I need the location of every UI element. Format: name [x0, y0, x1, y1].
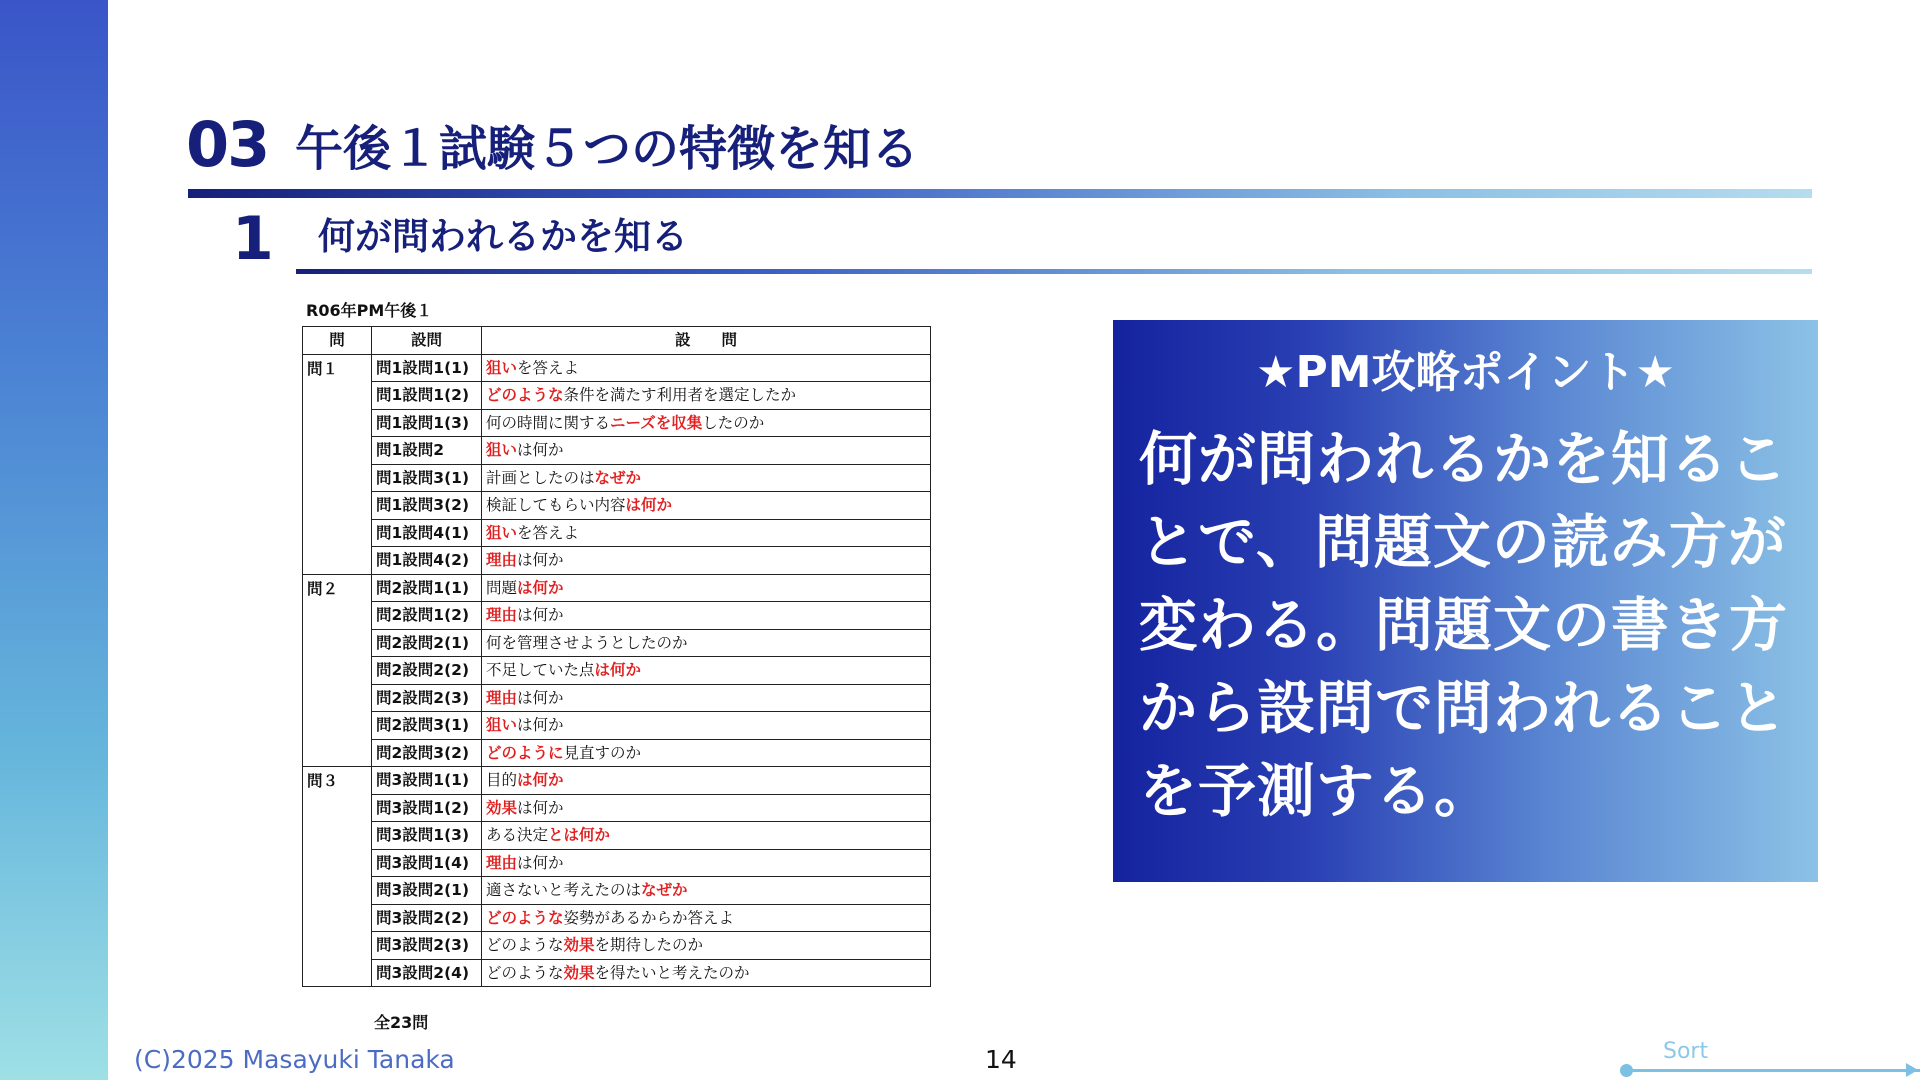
subquestion-text-cell	[482, 519, 931, 547]
section-divider	[188, 189, 1812, 198]
table-row	[303, 739, 931, 767]
subquestion-text-cell	[482, 574, 931, 602]
highlight-text: 効果	[486, 798, 518, 817]
plain-text: 何を管理させようとしたのか	[486, 633, 688, 652]
highlight-text: 理由	[486, 606, 518, 625]
header-mon: 問	[303, 327, 372, 355]
subquestion-text-cell	[482, 657, 931, 685]
subquestion-id-cell: 問1設問1(1)	[372, 354, 482, 382]
subquestion-id-cell: 問3設問1(2)	[372, 794, 482, 822]
subquestion-id-cell: 問2設問1(1)	[372, 574, 482, 602]
highlight-text: なぜか	[594, 468, 642, 487]
subquestion-text-cell	[482, 794, 931, 822]
highlight-text: どのような	[486, 908, 564, 927]
subquestion-text-cell	[482, 464, 931, 492]
panel-body	[1139, 418, 1805, 833]
subquestion-text-cell	[482, 822, 931, 850]
subquestion-text-cell	[482, 712, 931, 740]
plain-text: は何か	[517, 441, 564, 460]
question-number-cell: 問３	[303, 767, 372, 987]
subquestion-text-cell	[482, 849, 931, 877]
highlight-text: 狙い	[486, 523, 518, 542]
table-row	[303, 574, 931, 602]
plain-text: を答えよ	[517, 358, 580, 377]
subquestion-id-cell: 問2設問2(2)	[372, 657, 482, 685]
table-row	[303, 657, 931, 685]
subquestion-id-cell: 問3設問2(3)	[372, 932, 482, 960]
table-row	[303, 712, 931, 740]
panel-line: から設問で問われること	[1139, 674, 1789, 742]
subquestion-id-cell: 問1設問4(1)	[372, 519, 482, 547]
subquestion-id-cell: 問1設問3(1)	[372, 464, 482, 492]
subquestion-id-cell: 問1設問4(2)	[372, 547, 482, 575]
left-accent-bar	[0, 0, 108, 1080]
pm-point-panel	[1113, 320, 1818, 882]
table-row	[303, 354, 931, 382]
page-number: 14	[985, 1045, 1017, 1074]
highlight-text: どのように	[486, 743, 564, 762]
section-number: 03	[186, 108, 269, 181]
table-row	[303, 492, 931, 520]
table-row	[303, 794, 931, 822]
header-setsumon: 設 問	[482, 327, 931, 355]
subquestion-id-cell: 問3設問1(1)	[372, 767, 482, 795]
highlight-text: 狙い	[486, 358, 518, 377]
subquestion-text-cell	[482, 959, 931, 987]
plain-text: したのか	[702, 413, 765, 432]
subquestion-id-cell: 問3設問2(1)	[372, 877, 482, 905]
plain-text: ある決定	[486, 826, 549, 845]
table-caption: R06年PM午後１	[306, 301, 433, 320]
total-count: 全23問	[374, 1013, 429, 1032]
table-header-row	[303, 327, 931, 355]
question-number-cell: 問２	[303, 574, 372, 767]
subquestion-id-cell: 問3設問1(3)	[372, 822, 482, 850]
subquestion-text-cell	[482, 547, 931, 575]
table-row	[303, 877, 931, 905]
highlight-text: どのような	[486, 386, 564, 405]
subquestion-id-cell: 問2設問2(3)	[372, 684, 482, 712]
subquestion-text-cell	[482, 437, 931, 465]
highlight-text: 狙い	[486, 716, 518, 735]
plain-text: どのような	[486, 963, 564, 982]
highlight-text: ニーズを収集	[610, 413, 703, 432]
sort-label[interactable]: Sort	[1663, 1039, 1709, 1064]
subquestion-text-cell	[482, 739, 931, 767]
table-row	[303, 822, 931, 850]
plain-text: を答えよ	[517, 523, 580, 542]
plain-text: は何か	[517, 798, 564, 817]
header-setsumon-id: 設問	[372, 327, 482, 355]
subsection-title: 何が問われるかを知る	[318, 215, 688, 258]
plain-text: は何か	[517, 716, 564, 735]
plain-text: 条件を満たす利用者を選定したか	[563, 386, 797, 405]
panel-line: とで、問題文の読み方が	[1139, 508, 1787, 576]
sort-slider-track[interactable]	[1626, 1069, 1920, 1072]
subquestion-id-cell: 問3設問2(4)	[372, 959, 482, 987]
highlight-text: は何か	[594, 661, 642, 680]
panel-line: を予測する。	[1139, 757, 1494, 825]
highlight-text: 理由	[486, 551, 518, 570]
table-row	[303, 904, 931, 932]
plain-text: を期待したのか	[594, 936, 704, 955]
subquestion-text-cell	[482, 409, 931, 437]
subquestion-id-cell: 問2設問3(2)	[372, 739, 482, 767]
plain-text: は何か	[517, 688, 564, 707]
highlight-text: 理由	[486, 853, 518, 872]
table-row	[303, 767, 931, 795]
subquestion-text-cell	[482, 354, 931, 382]
subsection-number: 1	[232, 204, 274, 274]
highlight-text: 理由	[486, 688, 518, 707]
plain-text: どのような	[486, 936, 564, 955]
subquestion-text-cell	[482, 602, 931, 630]
subquestion-id-cell: 問1設問3(2)	[372, 492, 482, 520]
subquestion-text-cell	[482, 767, 931, 795]
table-row	[303, 849, 931, 877]
subquestion-text-cell	[482, 877, 931, 905]
table-row	[303, 629, 931, 657]
plain-text: 適さないと考えたのは	[486, 881, 642, 900]
highlight-text: なぜか	[641, 881, 688, 900]
plain-text: 問題	[486, 578, 518, 597]
table-row	[303, 959, 931, 987]
table-row	[303, 409, 931, 437]
subquestion-id-cell: 問3設問1(4)	[372, 849, 482, 877]
plain-text: 検証してもらい内容	[486, 496, 626, 515]
plain-text: 目的	[486, 771, 518, 790]
subquestion-text-cell	[482, 904, 931, 932]
subquestion-id-cell: 問2設問2(1)	[372, 629, 482, 657]
highlight-text: とは何か	[548, 826, 611, 845]
highlight-text: は何か	[517, 771, 564, 790]
subquestion-id-cell: 問1設問2	[372, 437, 482, 465]
highlight-text: は何か	[517, 578, 564, 597]
plain-text: は何か	[517, 551, 564, 570]
subquestion-text-cell	[482, 932, 931, 960]
table-row	[303, 547, 931, 575]
highlight-text: は何か	[625, 496, 673, 515]
plain-text: 何の時間に関する	[486, 413, 611, 432]
plain-text: は何か	[517, 606, 564, 625]
subquestion-id-cell: 問1設問1(2)	[372, 382, 482, 410]
subquestion-id-cell: 問2設問1(2)	[372, 602, 482, 630]
table-row	[303, 464, 931, 492]
plain-text: を得たいと考えたのか	[594, 963, 750, 982]
question-table	[302, 326, 931, 987]
subquestion-text-cell	[482, 382, 931, 410]
subquestion-text-cell	[482, 684, 931, 712]
table-row	[303, 437, 931, 465]
subsection-divider	[296, 269, 1812, 274]
table-row	[303, 932, 931, 960]
panel-title: ★PM攻略ポイント★	[1256, 347, 1675, 398]
panel-line: 変わる。問題文の書き方	[1139, 591, 1789, 659]
copyright-text: (C)2025 Masayuki Tanaka	[134, 1045, 455, 1074]
table-row	[303, 602, 931, 630]
table-row	[303, 684, 931, 712]
subquestion-text-cell	[482, 492, 931, 520]
plain-text: 姿勢があるからか答えよ	[563, 908, 735, 927]
highlight-text: 効果	[563, 963, 595, 982]
plain-text: 計画としたのは	[486, 468, 595, 487]
highlight-text: 効果	[563, 936, 595, 955]
sort-slider-handle[interactable]	[1620, 1064, 1633, 1077]
highlight-text: 狙い	[486, 441, 518, 460]
question-number-cell: 問１	[303, 354, 372, 574]
plain-text: 不足していた点	[486, 661, 595, 680]
panel-line: 何が問われるかを知るこ	[1139, 425, 1789, 493]
section-title: 午後１試験５つの特徴を知る	[295, 121, 920, 177]
subquestion-id-cell: 問2設問3(1)	[372, 712, 482, 740]
arrow-right-icon	[1906, 1063, 1918, 1077]
table-row	[303, 519, 931, 547]
subquestion-id-cell: 問1設問1(3)	[372, 409, 482, 437]
subquestion-text-cell	[482, 629, 931, 657]
plain-text: は何か	[517, 853, 564, 872]
table-row	[303, 382, 931, 410]
subquestion-id-cell: 問3設問2(2)	[372, 904, 482, 932]
plain-text: 見直すのか	[563, 743, 642, 762]
